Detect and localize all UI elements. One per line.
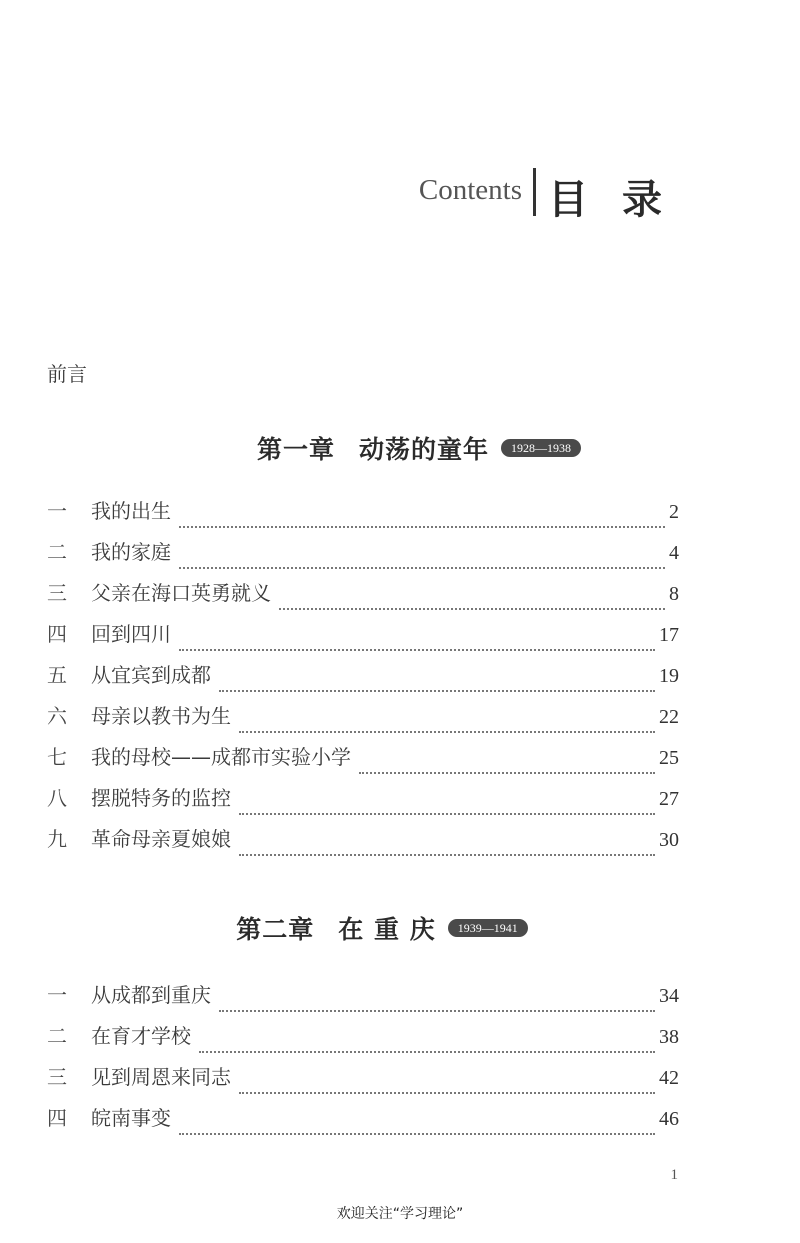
chapter-2-name: 在 重 庆	[338, 915, 436, 944]
entry-number: 一	[47, 983, 67, 1007]
dot-leader	[279, 608, 665, 610]
dot-leader	[179, 526, 665, 528]
entry-page-number: 42	[659, 1067, 679, 1089]
toc-entry[interactable]	[47, 698, 679, 739]
entry-title: 革命母亲夏娘娘	[91, 827, 231, 851]
entry-title: 从宜宾到成都	[91, 663, 211, 687]
toc-entry[interactable]	[47, 575, 679, 616]
entry-title: 回到四川	[91, 622, 171, 646]
entry-page-number: 8	[669, 583, 679, 605]
dot-leader	[359, 772, 655, 774]
entry-number: 二	[47, 1024, 67, 1048]
toc-entry[interactable]	[47, 780, 679, 821]
title-chinese: 目录	[548, 177, 696, 223]
entry-page-number: 19	[659, 665, 679, 687]
entry-title: 我的母校——成都市实验小学	[91, 745, 351, 769]
chapter-2-title	[236, 910, 435, 946]
footer-note: 欢迎关注“学习理论”	[336, 1206, 464, 1222]
chapter-1-years-badge: 1928—1938	[501, 439, 581, 457]
entry-number: 四	[47, 1106, 67, 1130]
toc-entry[interactable]	[47, 534, 679, 575]
entry-title: 我的出生	[91, 499, 171, 523]
chapter-2-heading[interactable]	[0, 910, 800, 950]
entry-title: 皖南事变	[91, 1106, 171, 1130]
entry-number: 六	[47, 704, 67, 728]
chapter-1-heading[interactable]	[0, 430, 800, 470]
toc-entry[interactable]	[47, 657, 679, 698]
entry-number: 三	[47, 581, 67, 605]
toc-entry[interactable]	[47, 616, 679, 657]
chapter-1-number: 第一章	[256, 435, 335, 464]
dot-leader	[199, 1051, 655, 1053]
dot-leader	[239, 1092, 655, 1094]
entry-page-number: 17	[659, 624, 679, 646]
chapter-2-toc-list	[47, 977, 679, 1141]
preface-entry[interactable]: 前言	[47, 362, 87, 386]
entry-page-number: 46	[659, 1108, 679, 1130]
entry-page-number: 25	[659, 747, 679, 769]
contents-header	[0, 164, 800, 224]
chapter-1-name: 动荡的童年	[359, 435, 490, 464]
title-english: Contents	[418, 174, 522, 206]
entry-page-number: 30	[659, 829, 679, 851]
toc-entry[interactable]	[47, 493, 679, 534]
entry-page-number: 2	[669, 501, 679, 523]
entry-number: 八	[47, 786, 67, 810]
toc-entry[interactable]	[47, 821, 679, 862]
entry-title: 母亲以教书为生	[91, 704, 231, 728]
entry-title: 在育才学校	[91, 1024, 191, 1048]
toc-entry[interactable]	[47, 1018, 679, 1059]
chapter-1-title	[257, 430, 489, 466]
entry-title: 我的家庭	[91, 540, 171, 564]
entry-number: 四	[47, 622, 67, 646]
entry-number: 九	[47, 827, 67, 851]
entry-page-number: 4	[669, 542, 679, 564]
entry-page-number: 34	[659, 985, 679, 1007]
entry-page-number: 38	[659, 1026, 679, 1048]
entry-number: 三	[47, 1065, 67, 1089]
dot-leader	[179, 649, 655, 651]
entry-number: 五	[47, 663, 67, 687]
chapter-2-years-badge: 1939—1941	[448, 919, 528, 937]
dot-leader	[239, 854, 655, 856]
entry-page-number: 22	[659, 706, 679, 728]
toc-entry[interactable]	[47, 977, 679, 1018]
toc-entry[interactable]	[47, 1100, 679, 1141]
dot-leader	[179, 1133, 655, 1135]
toc-entry[interactable]	[47, 739, 679, 780]
chapter-2-number: 第二章	[236, 915, 315, 944]
entry-title: 摆脱特务的监控	[91, 786, 231, 810]
entry-page-number: 27	[659, 788, 679, 810]
dot-leader	[239, 731, 655, 733]
chapter-1-toc-list	[47, 493, 679, 862]
entry-title: 见到周恩来同志	[91, 1065, 231, 1089]
page-number: 1	[670, 1167, 678, 1183]
entry-number: 七	[47, 745, 67, 769]
dot-leader	[219, 1010, 655, 1012]
entry-number: 一	[47, 499, 67, 523]
dot-leader	[239, 813, 655, 815]
entry-number: 二	[47, 540, 67, 564]
dot-leader	[179, 567, 665, 569]
toc-entry[interactable]	[47, 1059, 679, 1100]
dot-leader	[219, 690, 655, 692]
entry-title: 父亲在海口英勇就义	[91, 581, 271, 605]
entry-title: 从成都到重庆	[91, 983, 211, 1007]
title-divider	[533, 168, 536, 216]
